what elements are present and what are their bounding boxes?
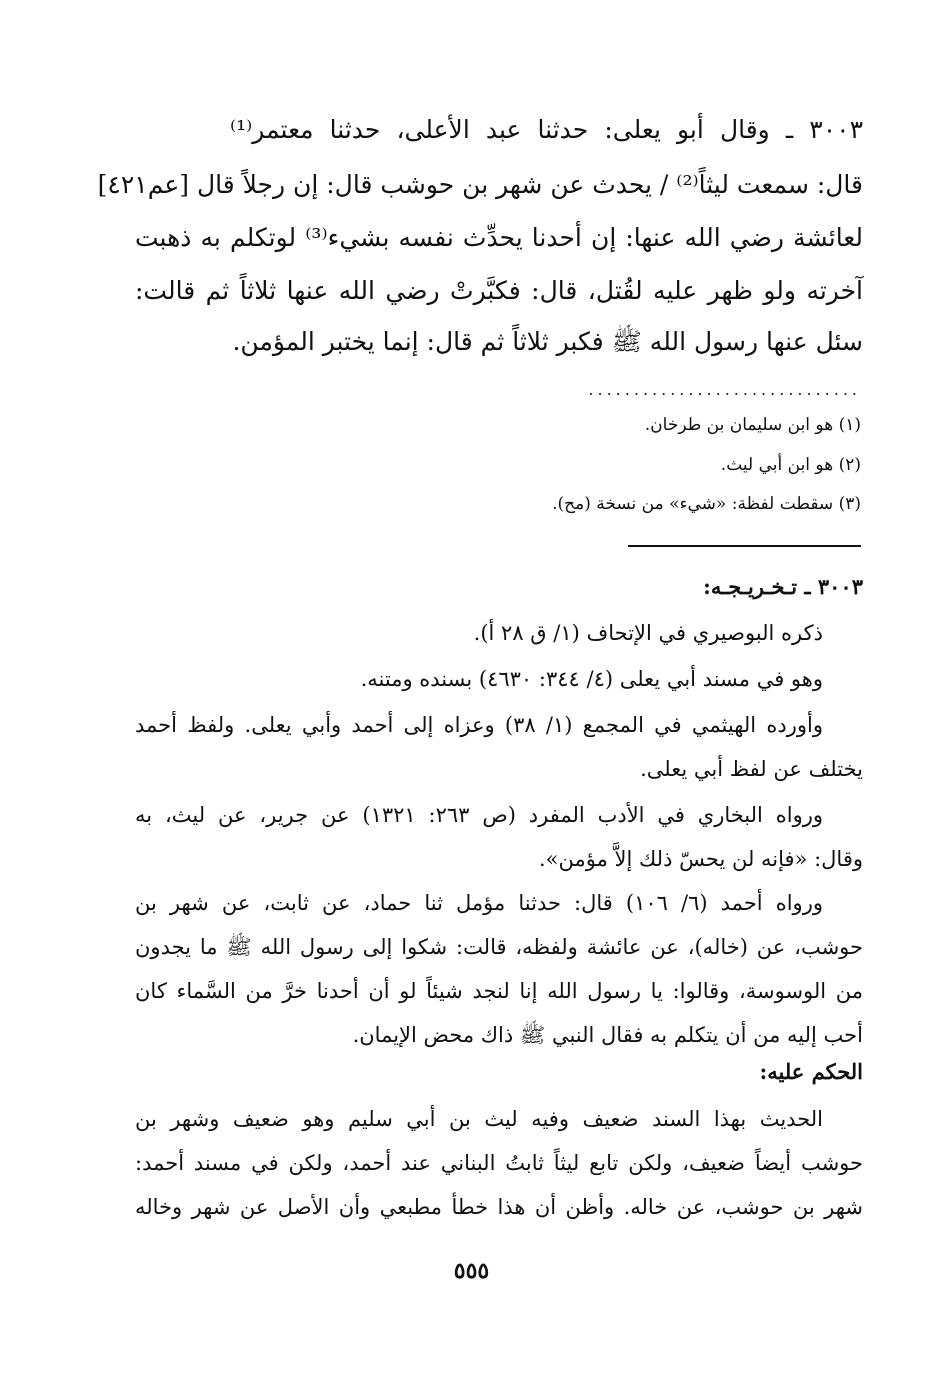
- ruling-line-2: حوشب أيضاً ضعيف، ولكن تابع ليثاً ثابتُ البناني عند أحمد، ولكن في مسند أحمد:: [135, 1151, 863, 1175]
- hadith-line-4: آخرته ولو ظهر عليه لقُتل، قال: فكبَّرتْ رضي الله عنها ثلاثاً ثم قالت:: [135, 276, 863, 305]
- page-number: ٥٥٥: [453, 1258, 490, 1284]
- hadith-line-1: ٣٠٠٣ ـ وقال أبو يعلى: حدثنا عبد الأعلى، حدثنا معتمر⁽¹⁾: [230, 115, 863, 144]
- takhrij-line-5: ورواه البخاري في الأدب المفرد (ص ٢٦٣: ١٣٢١) عن جرير، عن ليث، به: [135, 803, 823, 827]
- hadith-line-2: قال: سمعت ليثاً⁽²⁾ / يحدث عن شهر بن حوشب قال: إن رجلاً قال [عم٤٢١]: [97, 170, 863, 199]
- takhrij-heading: ٣٠٠٣ ـ تـخـريـجـه:: [703, 574, 863, 599]
- takhrij-line-2: وهو في مسند أبي يعلى (٤/ ٣٤٤: ٤٦٣٠) بسنده ومتنه.: [360, 667, 823, 691]
- hadith-line-3: لعائشة رضي الله عنها: إن أحدنا يحدِّث نفسه بشيء⁽³⁾ لوتكلم به ذهبت: [135, 223, 863, 252]
- takhrij-line-10: أحب إليه من أن يتكلم به فقال النبي ﷺ ذاك محض الإيمان.: [352, 1023, 863, 1047]
- ruling-line-3: شهر بن حوشب، عن خاله. وأظن أن هذا خطأ مطبعي وأن الأصل عن شهر وخاله: [135, 1195, 863, 1219]
- takhrij-line-8: حوشب، عن (خاله)، عن عائشة ولفظه، قالت: شكوا إلى رسول الله ﷺ ما يجدون: [135, 935, 863, 959]
- takhrij-line-4: يختلف عن لفظ أبي يعلى.: [640, 757, 863, 781]
- footnote-2: (٢) هو ابن أبي ليث.: [720, 455, 861, 475]
- hadith-line-5: سئل عنها رسول الله ﷺ فكبر ثلاثاً ثم قال: إنما يختبر المؤمن.: [232, 327, 863, 356]
- ruling-heading: الحكم عليه:: [759, 1059, 863, 1084]
- ruling-line-1: الحديث بهذا السند ضعيف وفيه ليث بن أبي سليم وهو ضعيف وشهر بن: [135, 1107, 823, 1131]
- takhrij-line-9: من الوسوسة، وقالوا: يا رسول الله إنا لنجد شيئاً لو أن أحدنا خرَّ من السَّماء كان: [135, 979, 863, 1003]
- takhrij-line-1: ذكره البوصيري في الإتحاف (١/ ق ٢٨ أ).: [473, 621, 823, 645]
- footnote-3: (٣) سقطت لفظة: «شيء» من نسخة (مح).: [552, 494, 861, 514]
- takhrij-line-7: ورواه أحمد (٦/ ١٠٦) قال: حدثنا مؤمل ثنا حماد، عن ثابت، عن شهر بن: [135, 891, 823, 915]
- takhrij-line-3: وأورده الهيثمي في المجمع (١/ ٣٨) وعزاه إلى أحمد وأبي يعلى. ولفظ أحمد: [135, 713, 823, 737]
- takhrij-line-6: وقال: «فإنه لن يحسّ ذلك إلاَّ مؤمن».: [538, 847, 863, 871]
- footnote-separator-dots: ..............................: [588, 380, 861, 399]
- section-divider: [628, 545, 861, 547]
- footnote-1: (١) هو ابن سليمان بن طرخان.: [644, 415, 861, 435]
